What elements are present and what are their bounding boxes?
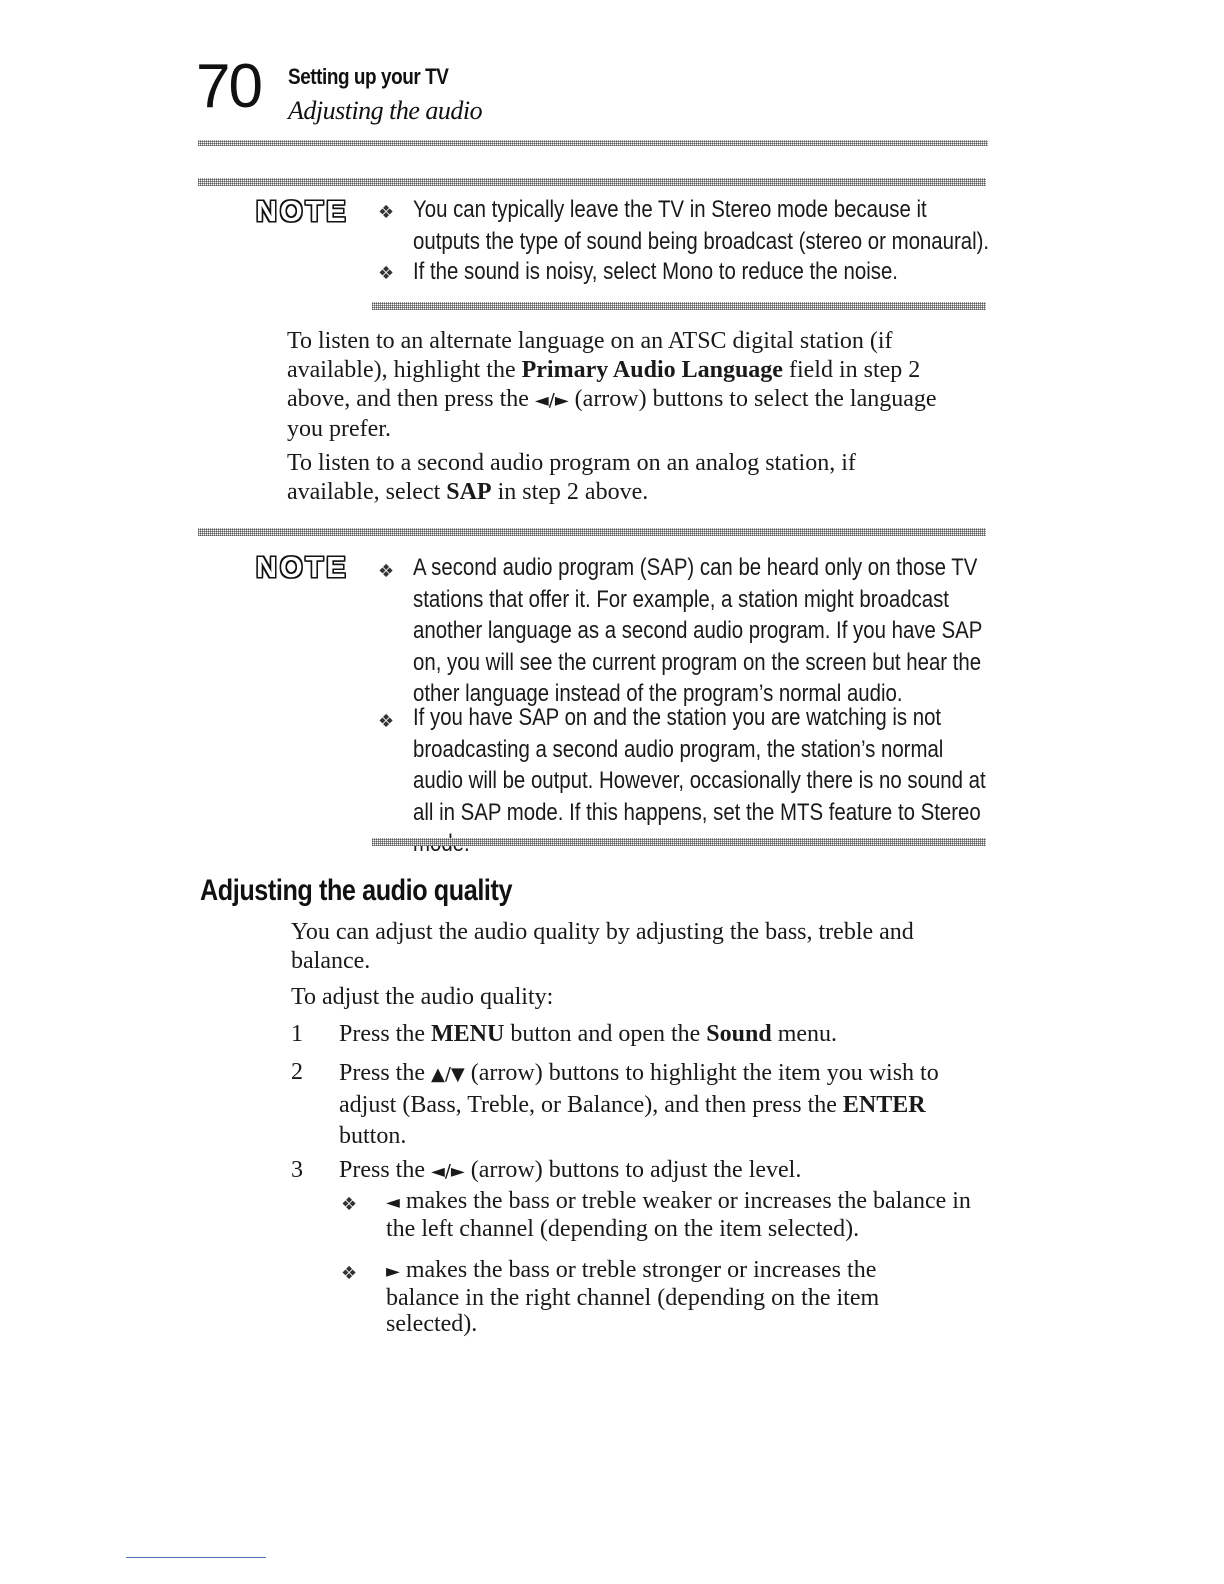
note2-label: NOTE xyxy=(256,552,349,584)
step-number: 3 xyxy=(291,1157,303,1183)
page-number: 70 xyxy=(196,52,261,121)
note2-item-2: If you have SAP on and the station you are watching is not broadcasting a second audio program, the station’s normal audio will be output. However, occasionally there is no sound at all in SAP mode. If this happens, set the MTS feature to Stereo xyxy=(413,704,986,826)
step-1: Press the MENU button and open the Sound menu. xyxy=(339,1021,838,1047)
note1-bullet-icon: ❖ xyxy=(378,263,395,284)
note1-bottom-rule xyxy=(372,302,986,310)
step-2: Press the ▲/▼ (arrow) buttons to highlight the item you wish to adjust (Bass, Treble, or Balance), and then press the ENTER button. xyxy=(339,1060,939,1149)
lead-paragraph: To adjust the audio quality: xyxy=(291,984,554,1010)
step-number: 1 xyxy=(291,1021,303,1047)
step-3: Press the ◄/► (arrow) buttons to adjust the level. xyxy=(339,1157,802,1183)
note2-top-rule xyxy=(198,528,986,536)
step-number: 2 xyxy=(291,1059,303,1085)
note1-label: NOTE xyxy=(256,196,349,228)
bullet-icon: ❖ xyxy=(341,1194,358,1215)
note2-bullet-icon: ❖ xyxy=(378,711,395,732)
bullet-icon: ❖ xyxy=(341,1263,358,1284)
note1-bullet-icon: ❖ xyxy=(378,202,395,223)
footer-rule xyxy=(126,1557,266,1558)
note2-item-1: A second audio program (SAP) can be heard only on those TV stations that offer it. For example, a station might broadcast another language as a second audio program. If you have SAP on, you will see the current program on the screen but hear the other language instead of the program’s normal audio. xyxy=(413,554,982,707)
paragraph-alternate-language: To listen to an alternate language on an ATSC digital station (if available), highlight the Primary Audio Language field in step 2 above, and then press the ◄/► (arrow) buttons to select the language you prefer. xyxy=(287,328,937,442)
left-right-arrow-icon: ◄/► xyxy=(534,390,569,411)
sub-bullet-right: ► makes the bass or treble stronger or increases the balance in the right channel (depending on the item selected). xyxy=(386,1257,880,1337)
note1-top-rule xyxy=(198,178,986,186)
chapter-title: Setting up your TV xyxy=(288,64,449,89)
paragraph-sap: To listen to a second audio program on an analog station, if available, select SAP in step 2 above. xyxy=(287,450,856,505)
intro-paragraph: You can adjust the audio quality by adjusting the bass, treble and balance. xyxy=(291,919,914,974)
up-down-arrow-icon: ▲/▼ xyxy=(431,1064,465,1085)
section-title: Adjusting the audio xyxy=(288,96,483,125)
left-right-arrow-icon: ◄/► xyxy=(431,1161,465,1182)
header-rule xyxy=(198,140,988,146)
note1-item-1: You can typically leave the TV in Stereo mode because it outputs the type of sound being broadcast (stereo or monaural). xyxy=(413,196,990,255)
sub-bullet-left: ◄ makes the bass or treble weaker or increases the balance in the left channel (depending on the item selected). xyxy=(386,1188,971,1242)
left-arrow-icon: ◄ xyxy=(386,1192,400,1213)
right-arrow-icon: ► xyxy=(386,1261,400,1282)
note2-bullet-icon: ❖ xyxy=(378,561,395,582)
section-heading: Adjusting the audio quality xyxy=(200,874,513,907)
note1-item-2: If the sound is noisy, select Mono to reduce the noise. xyxy=(413,258,898,285)
note2-bottom-rule xyxy=(372,838,986,846)
